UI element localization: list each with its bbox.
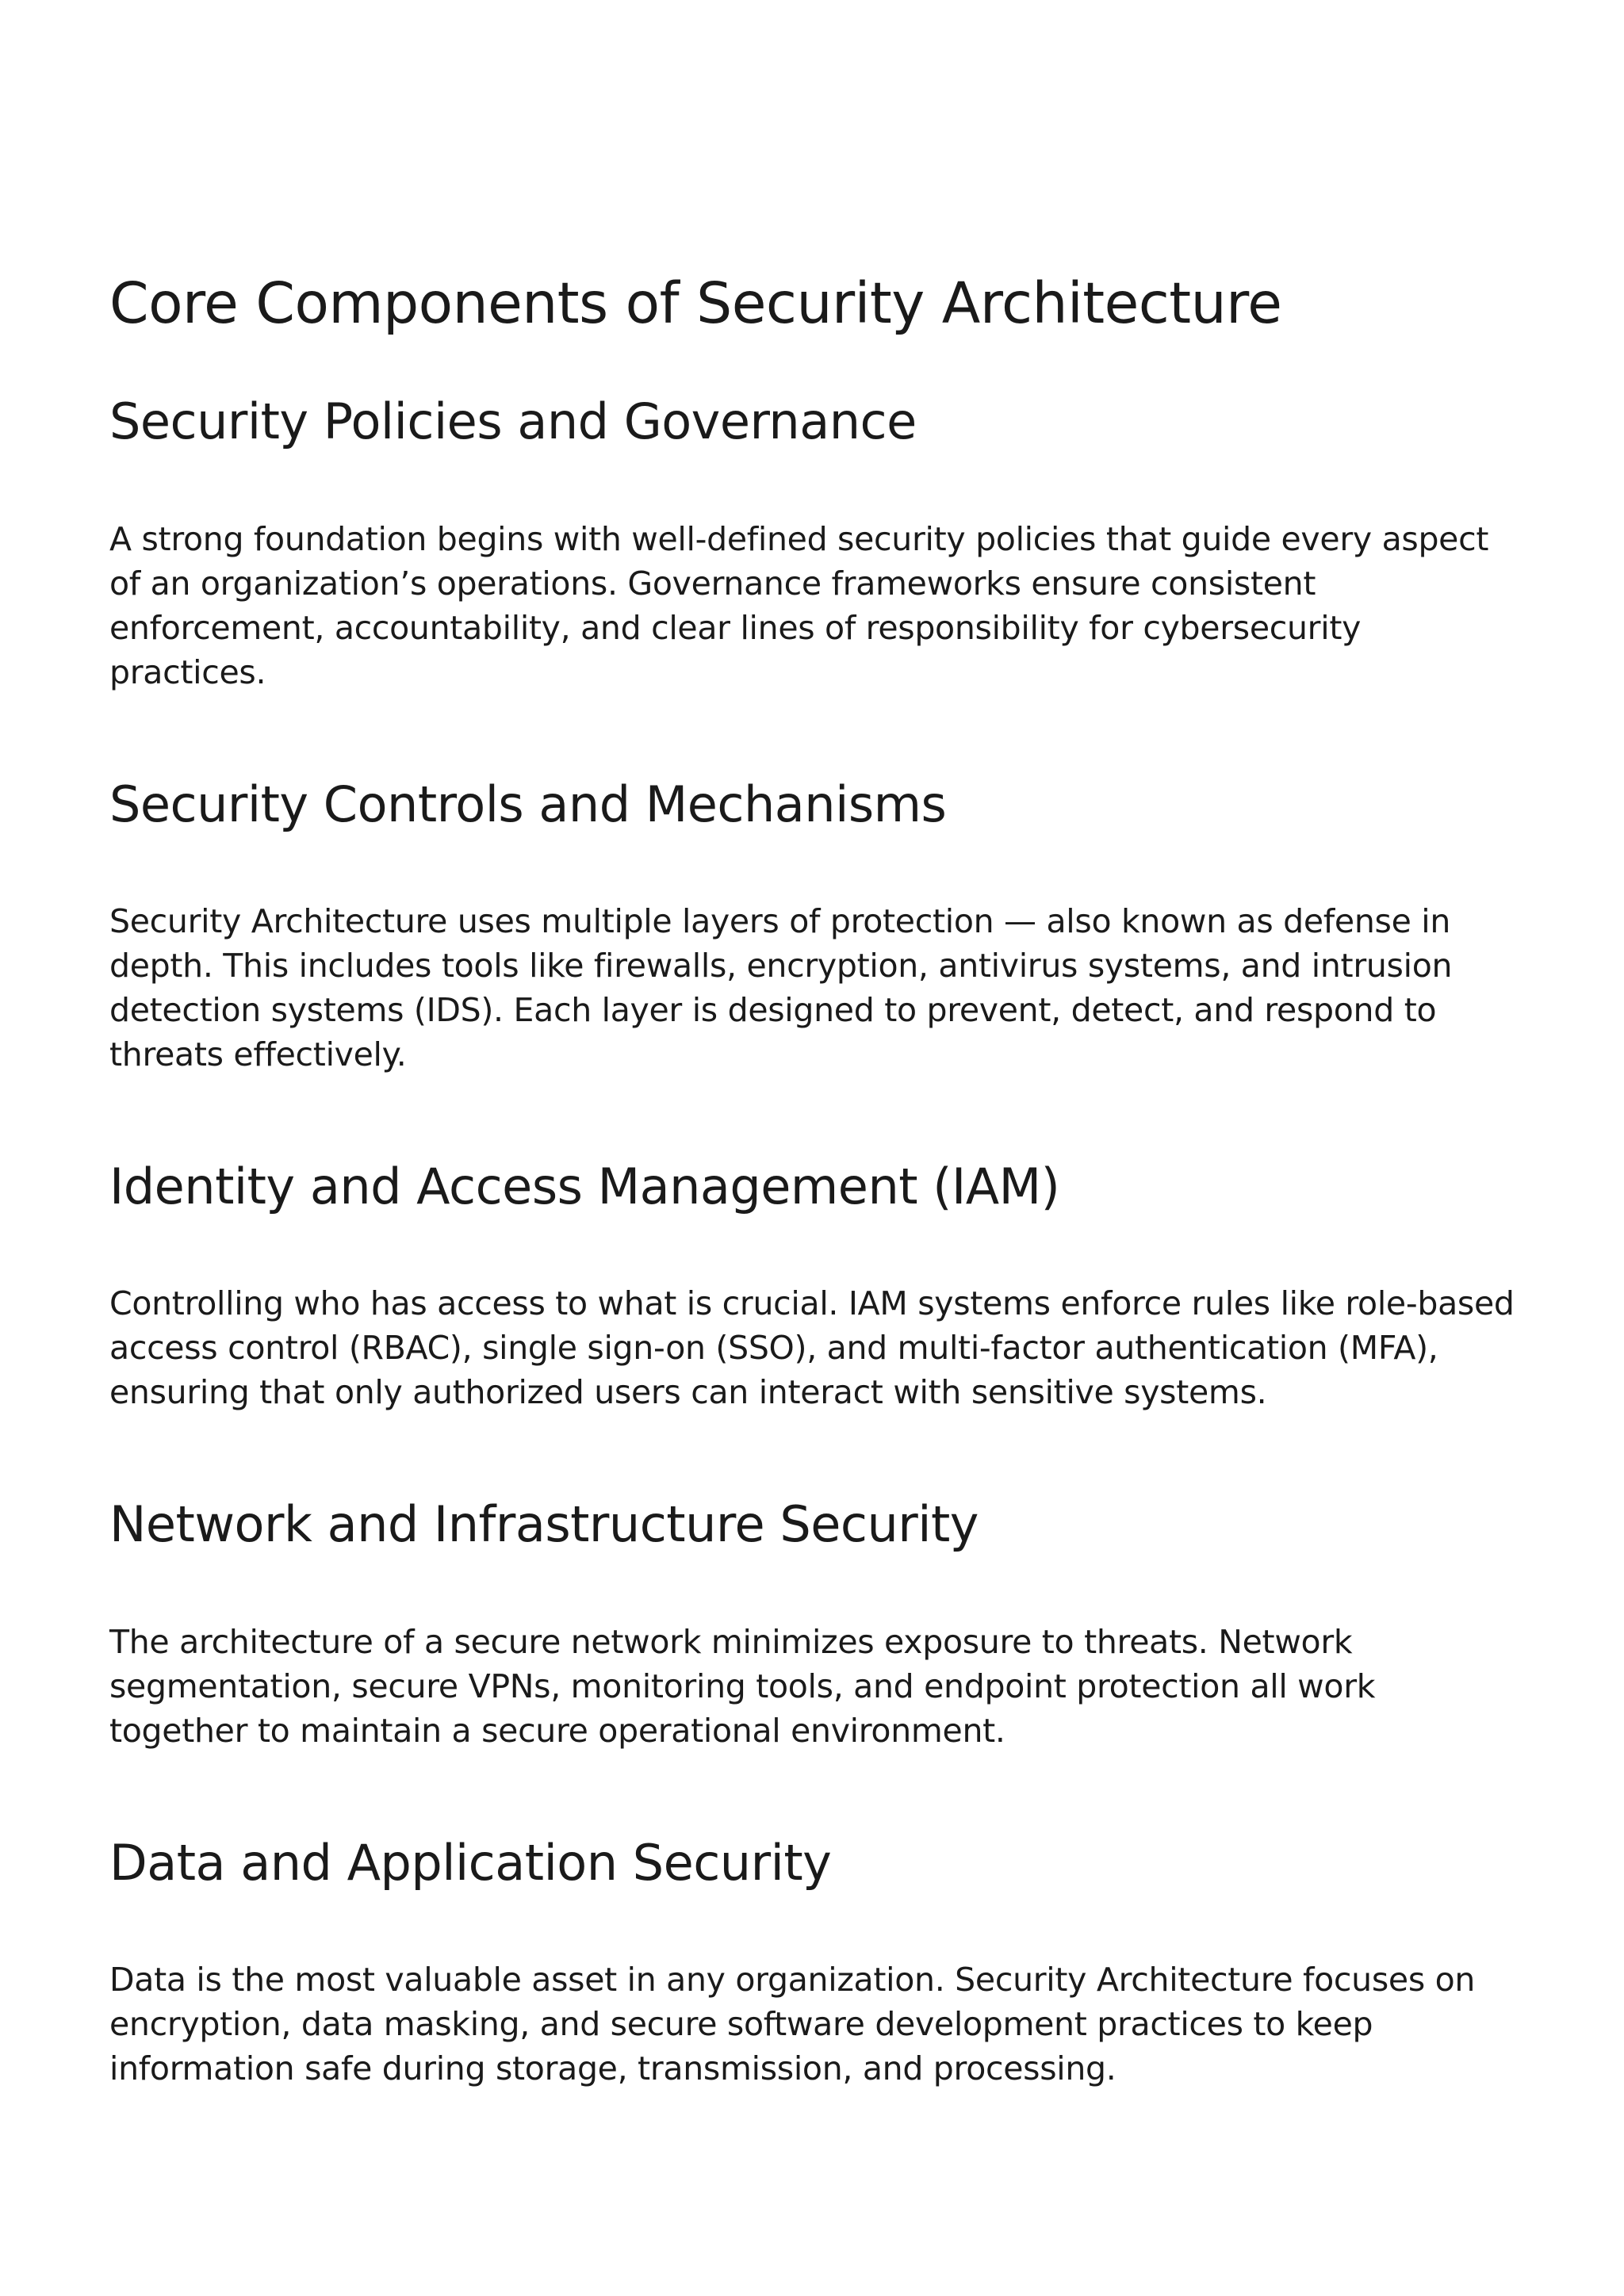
section-heading: Identity and Access Management (IAM) — [109, 1157, 1060, 1215]
section-paragraph: Security Architecture uses multiple layers of protection — also known as defense in depth. This includes tools like firewalls, encryption, antivirus systems, and intrusion detection systems (IDS). Each layer is designed to prevent, detect, and respond to threats effectively. — [109, 901, 1453, 1073]
section-paragraph: The architecture of a secure network minimizes exposure to threats. Network segmentation, secure VPNs, monitoring tools, and endpoint protection all work together to maintain a secure operational environment. — [109, 1622, 1376, 1750]
section-data-application — [109, 1834, 1521, 2091]
section-heading: Data and Application Security — [109, 1833, 832, 1892]
section-paragraph: A strong foundation begins with well-defined security policies that guide every aspect of an organization’s operations. Governance frameworks ensure consistent enforcement, accountability, and clear lines of responsibility for cybersecurity practices. — [109, 519, 1489, 691]
section-paragraph: Data is the most valuable asset in any organization. Security Architecture focuses on encryption, data masking, and secure software development practices to keep information safe during storage, transmission, and processing. — [109, 1961, 1476, 2088]
section-identity-access — [109, 1158, 1521, 1414]
section-network-infrastructure — [109, 1495, 1521, 1752]
document-title: Core Components of Security Architecture — [109, 270, 1282, 336]
section-paragraph: Controlling who has access to what is crucial. IAM systems enforce rules like role-based access control (RBAC), single sign-on (SSO), and multi-factor authentication (MFA), ensuring that only authorized users can interact with sensitive systems. — [109, 1284, 1515, 1412]
section-heading: Security Controls and Mechanisms — [109, 775, 947, 833]
section-security-controls — [109, 775, 1521, 1077]
section-heading: Security Policies and Governance — [109, 392, 917, 451]
section-heading: Network and Infrastructure Security — [109, 1495, 979, 1554]
document-page — [109, 270, 1521, 2172]
section-security-policies — [109, 392, 1521, 694]
